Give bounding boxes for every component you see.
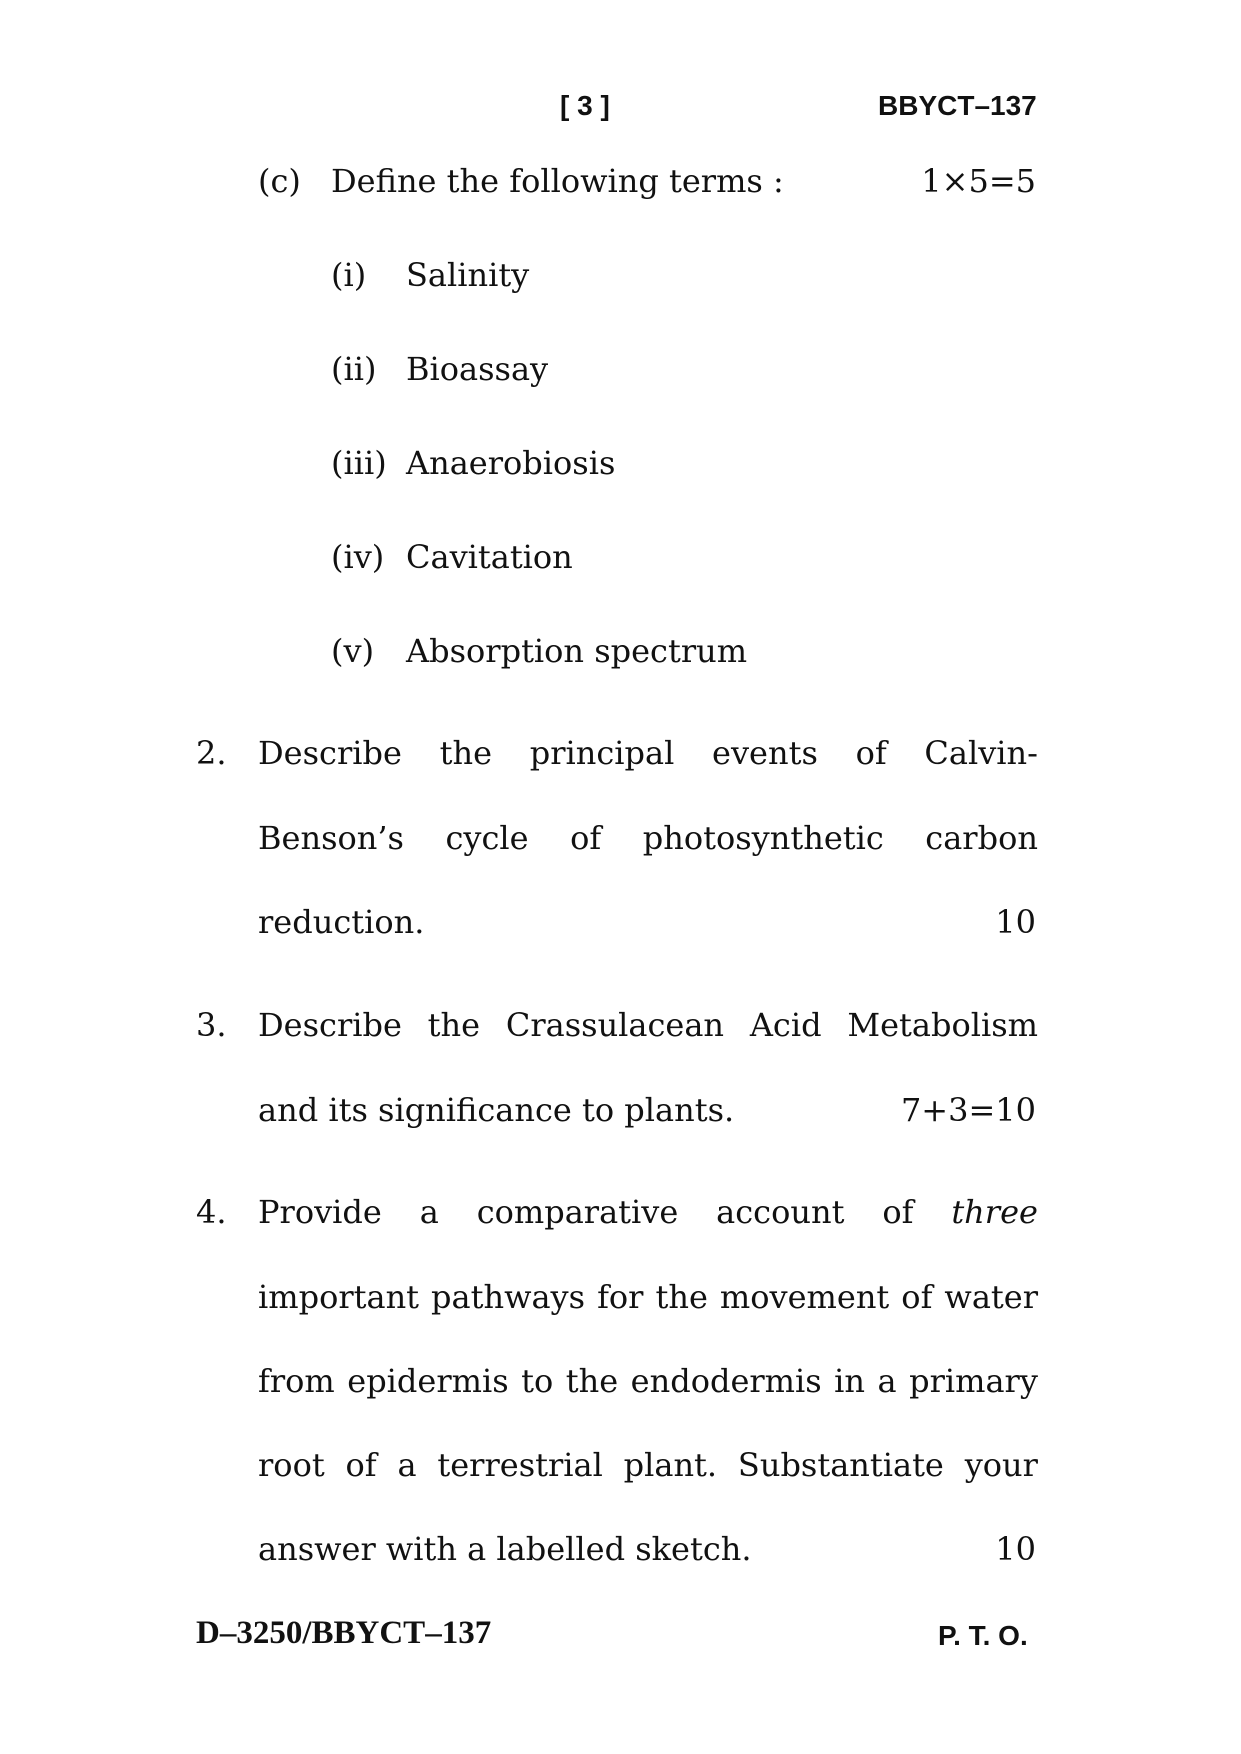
word: the [655, 1278, 708, 1316]
word: of [855, 734, 887, 772]
q2-number: 2. [196, 734, 227, 772]
page-number: [ 3 ] [560, 90, 610, 121]
word: in [834, 1362, 866, 1400]
q1c-label: (c) [258, 162, 301, 200]
term-text: Absorption spectrum [406, 632, 748, 670]
word: epidermis [347, 1362, 509, 1400]
term-number: (ii) [331, 350, 377, 388]
q3-marks: 7+3=10 [900, 1091, 1036, 1129]
word: cycle [445, 819, 529, 857]
word: of [345, 1446, 377, 1484]
q3-line-2: and its significance to plants. [258, 1091, 735, 1129]
word: to [521, 1362, 554, 1400]
q2-line-2 [258, 819, 1038, 857]
word: Describe [258, 1006, 402, 1044]
word: pathways [431, 1278, 586, 1316]
term-number: (iii) [331, 444, 387, 482]
q3-number: 3. [196, 1006, 227, 1044]
word: comparative [476, 1193, 679, 1231]
word: Provide [258, 1193, 382, 1231]
term-text: Cavitation [406, 538, 573, 576]
word: the [439, 734, 493, 772]
q1c-text: Define the following terms : [331, 162, 784, 200]
word: terrestrial [437, 1446, 603, 1484]
word: for [597, 1278, 644, 1316]
word: Calvin- [924, 734, 1038, 772]
q4-line-4 [258, 1446, 1038, 1484]
q4-line-5: answer with a labelled sketch. [258, 1530, 752, 1568]
word: a [877, 1362, 897, 1400]
q2-line-3: reduction. [258, 903, 425, 941]
q4-number: 4. [196, 1193, 227, 1231]
word: plant. [623, 1446, 718, 1484]
q3-line-1 [258, 1006, 1038, 1044]
q4-line-2 [258, 1278, 1038, 1316]
word: important [258, 1278, 420, 1316]
word: of [901, 1278, 933, 1316]
word: Acid [749, 1006, 822, 1044]
q4-line-1 [258, 1193, 1038, 1231]
q1c-marks: 1×5=5 [921, 162, 1036, 200]
term-number: (v) [331, 632, 375, 670]
word: carbon [925, 819, 1038, 857]
footer-paper-code: D–3250/BBYCT–137 [196, 1615, 492, 1651]
term-text: Bioassay [406, 350, 549, 388]
word-emphasis: three [951, 1193, 1038, 1231]
word: movement [719, 1278, 890, 1316]
term-text: Salinity [406, 256, 530, 294]
word: root [258, 1446, 325, 1484]
word: of [882, 1193, 914, 1231]
q2-marks: 10 [995, 903, 1036, 941]
word: Substantiate [737, 1446, 944, 1484]
word: of [570, 819, 602, 857]
word: a [419, 1193, 439, 1231]
word: events [712, 734, 818, 772]
word: a [397, 1446, 417, 1484]
word: endodermis [630, 1362, 822, 1400]
word: your [964, 1446, 1038, 1484]
q4-line-3 [258, 1362, 1038, 1400]
term-number: (i) [331, 256, 367, 294]
paper-code-header: BBYCT–137 [878, 90, 1037, 121]
term-text: Anaerobiosis [406, 444, 616, 482]
word: Crassulacean [505, 1006, 725, 1044]
word: Benson’s [258, 819, 404, 857]
word: the [427, 1006, 481, 1044]
word: primary [909, 1362, 1038, 1400]
word: photosynthetic [642, 819, 884, 857]
q2-line-1 [258, 734, 1038, 772]
word: principal [529, 734, 675, 772]
word: Metabolism [847, 1006, 1038, 1044]
word: Describe [258, 734, 402, 772]
q4-marks: 10 [995, 1530, 1036, 1568]
word: water [944, 1278, 1038, 1316]
term-number: (iv) [331, 538, 385, 576]
word: the [565, 1362, 619, 1400]
pto-label: P. T. O. [938, 1620, 1028, 1651]
word: from [258, 1362, 335, 1400]
word: account [716, 1193, 845, 1231]
